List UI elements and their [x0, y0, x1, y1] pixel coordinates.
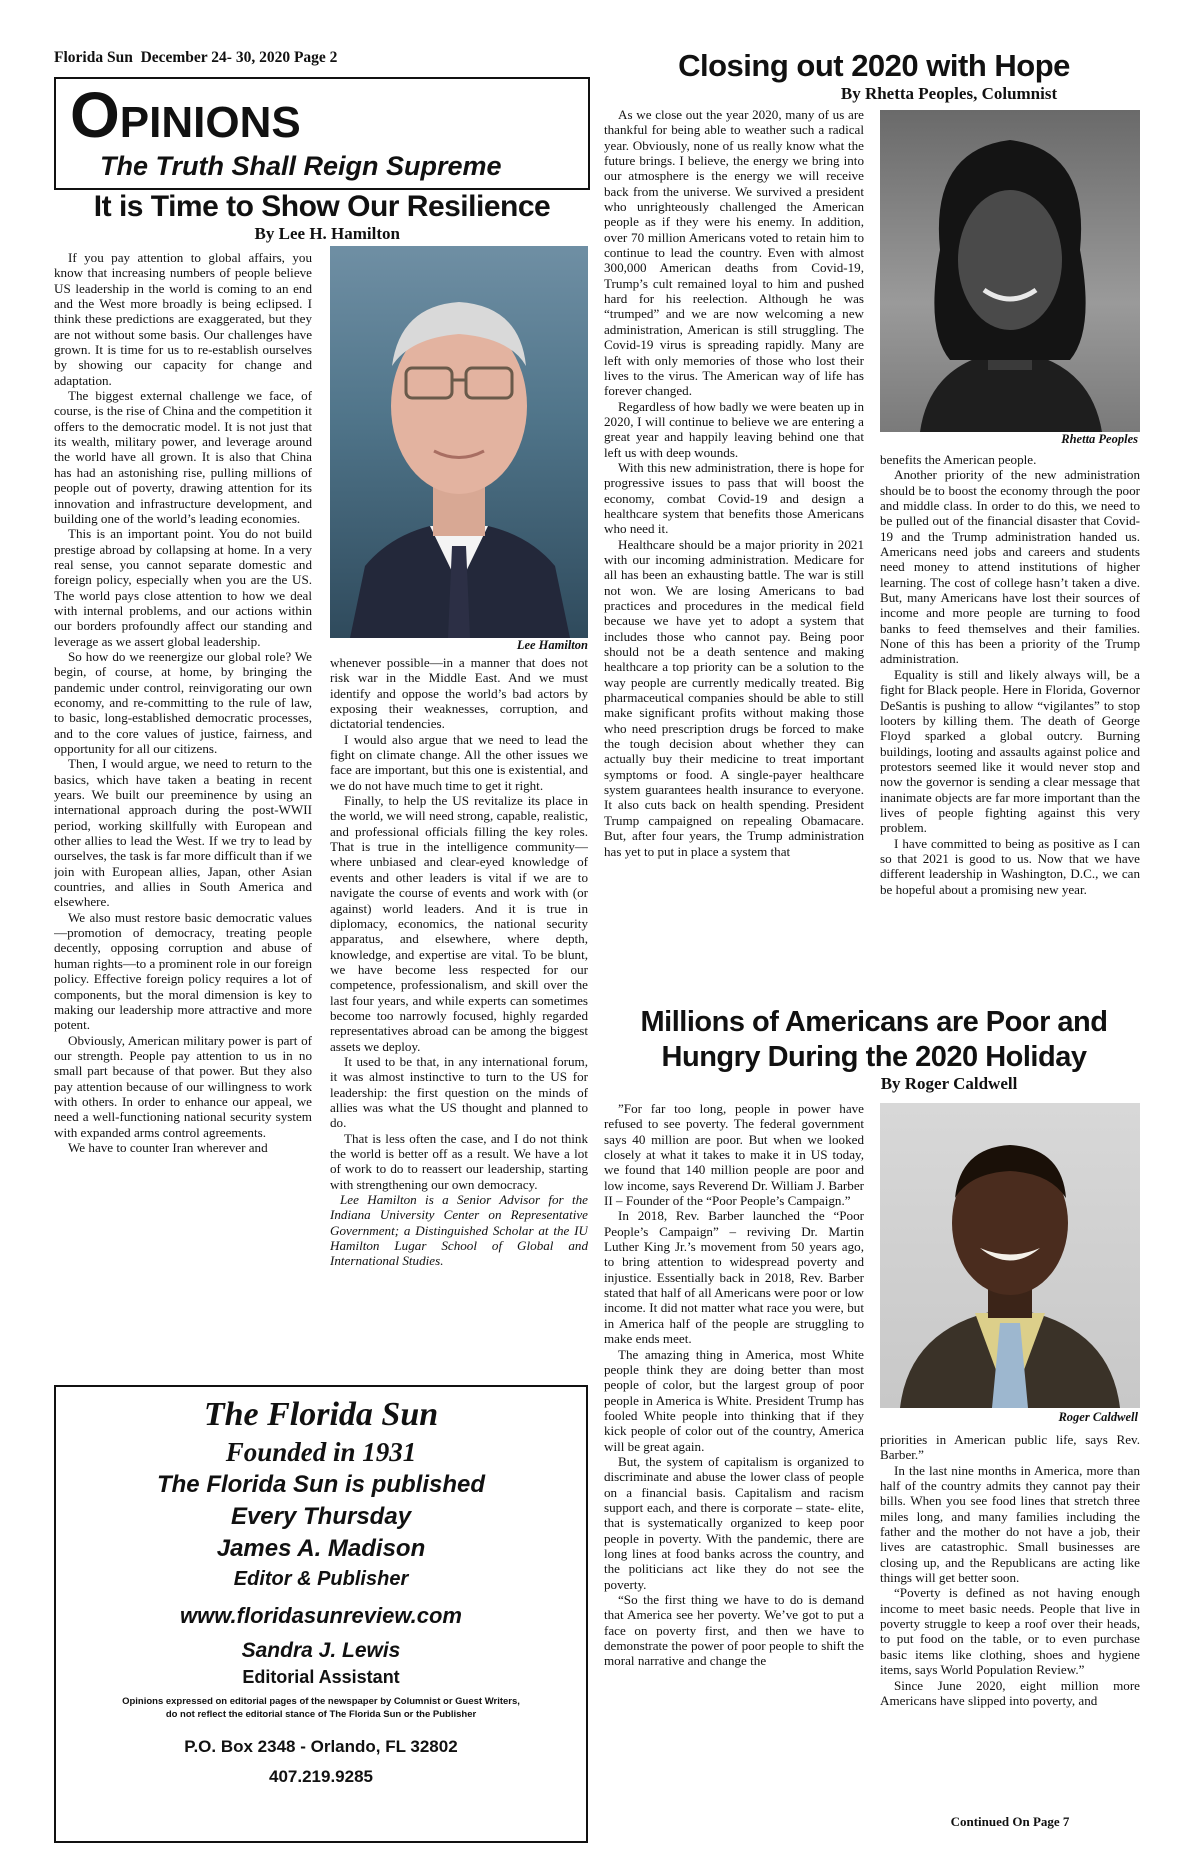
- address: P.O. Box 2348 - Orlando, FL 32802: [184, 1737, 458, 1756]
- paragraph: I would also argue that we need to lead the fight on climate change. All the other issues we face are important, but this one is existential, and we do not have much time to get it right.: [330, 731, 588, 793]
- website-link[interactable]: www.floridasunreview.com: [180, 1603, 462, 1628]
- published-line-1: The Florida Sun is published: [156, 1471, 486, 1498]
- assistant-title: Editorial Assistant: [242, 1667, 400, 1687]
- article3-headline: [604, 1005, 1144, 1075]
- opinions-box: [54, 77, 590, 190]
- paragraph: We have to counter Iran wherever and: [68, 1139, 268, 1155]
- florida-sun-box: [54, 1385, 588, 1843]
- article2-column-2: [880, 452, 1140, 1004]
- article2-column-1: [604, 107, 864, 1004]
- paragraph: whenever possible—in a manner that does not risk war in the Middle East. And we must identify and oppose the world’s bad actors by exposing their weaknesses, corruption, and dictatorial tendencies.: [330, 655, 588, 732]
- paragraph: Finally, to help the US revitalize its place in the world, we will need strong, capable, realistic, and professional officials filling the key roles. That is true in the intelligence community—where unbiased and clear-eyed knowledge of events and other leaders is vital if we are to navigate the course of events and work with (or against) world leaders. And it is true in diplomacy, economics, the national security apparatus, and elsewhere, where depth, knowledge, and expertise are vital. To be blunt, we have become less respected for our competence, professionalism, and skill over the last four years, and while experts can sometimes become too narrowly focused, highly regarded representatives abroad can be among the biggest assets we deploy.: [330, 793, 588, 1054]
- paragraph: Another priority of the new administration should be to boost the economy through the poor and middle class. In order to do this, we need to be pulled out of the financial disaster that Covid-19 and the Trump administration handed us. Americans need jobs and careers and students need money to attend institutions of higher learning. The cost of college hasn’t taken a dive. But, many Americans have lost their sources of income and more people are turning to food banks to feed themselves and their families. None of this has been a priority of the Trump administration.: [880, 467, 1140, 667]
- paragraph: That is less often the case, and I do not think the world is better off as a result. We have a lot of work to do to reassert our leadership, starting with strengthening our own democracy.: [330, 1130, 588, 1192]
- article1-headline: It is Time to Show Our Resilience: [93, 190, 551, 223]
- roger-caldwell-photo: [880, 1103, 1140, 1408]
- article3-headline-line-2: Hungry During the 2020 Holiday: [661, 1041, 1087, 1073]
- disclaimer-line-2: do not reflect the editorial stance of The Florida Sun or the Publisher: [165, 1709, 477, 1720]
- rhetta-peoples-photo: [880, 110, 1140, 432]
- article1-column-1: [54, 250, 312, 1374]
- paragraph: priorities in American public life, says Rev. Barber.”: [880, 1432, 1140, 1463]
- article1-byline: By Lee H. Hamilton: [254, 224, 400, 243]
- article3-byline: By Roger Caldwell: [880, 1074, 1018, 1093]
- paragraph: “So the first thing we have to do is demand that America see her poverty. We’ve got to put a face on poverty first, and then we have to demonstrate the power of poor people to shift the moral narrative and change the: [604, 1592, 864, 1669]
- paragraph: “Poverty is defined as not having enough income to meet basic needs. People that live in poverty struggle to keep a roof over their heads, to put food on the table, or to even purchase basic items like clothing, shoes and hygiene items, says World Population Review.”: [880, 1585, 1140, 1678]
- rhetta-peoples-caption: Rhetta Peoples: [1061, 432, 1138, 446]
- paragraph: We also must restore basic democratic values—promotion of democracy, treating people decently, opposing corruption and abuse of human rights—to a prominent role in our foreign policy. Effective foreign policy requires a lot of components, but the moral dimension is key to making our leadership more attractive and more potent.: [54, 909, 312, 1033]
- assistant-name: Sandra J. Lewis: [241, 1639, 401, 1662]
- lee-hamilton-caption: Lee Hamilton: [516, 638, 588, 652]
- paragraph: In the last nine months in America, more than half of the country admits they cannot pay their bills. When you see food lines that stretch three miles long, and many families including the father and the mother do not have a job, their lives are catastrophic. Small businesses are closing up, and the Republicans are acting like things will get better soon.: [880, 1462, 1140, 1586]
- paragraph: Healthcare should be a major priority in 2021 with our incoming administration. Medicare for all has been an exhausting battle. The war is still not won. We are losing Americans to bad practices and procedures in the medical field because we have yet to adopt a system that includes those who cannot pay. Being poor should not be a death sentence and making healthcare a top priority can be a solution to the way people are currently medically treated. Big pharmaceutical companies should be able to still make significant profits without making those who need prescription drugs be forced to make the tough decision about whether they can actually buy their medicine to treat important symptoms or food. A single-payer healthcare system guarantees health insurance to everyone. It also cuts back on health spending. President Trump campaigned on repealing Obamacare. But, after four years, the Trump administration has yet to put in place a system that: [604, 536, 864, 859]
- paragraph: Obviously, American military power is part of our strength. People pay attention to us in no small part because of that power. But they also pay attention because of our willingness to work with others. In order to enhance our appeal, we need a well-functioning national security system with expanded arms control agreements.: [54, 1032, 312, 1140]
- author-credit: Lee Hamilton is a Senior Advisor for the Indiana University Center on Representative Government; a Distinguished Scholar at the IU Hamilton Lugar School of Global and International Studies.: [330, 1192, 588, 1269]
- disclaimer-line-1: Opinions expressed on editorial pages of the newspaper by Columnist or Guest Writers,: [122, 1696, 520, 1707]
- paragraph: The amazing thing in America, most White people think they are doing better than most people of color, but the largest group of poor people in America is White. President Trump has fooled White people into thinking that if they kick people of color out of the country, America will be great again.: [604, 1346, 864, 1454]
- paragraph: Regardless of how badly we were beaten up in 2020, I will continue to believe we are entering a great year and happily leaving behind one that left us with deep wounds.: [604, 398, 864, 460]
- phone: 407.219.9285: [269, 1767, 373, 1786]
- paragraph: So how do we reenergize our global role? We begin, of course, at home, by bringing the pandemic under control, reinvigorating our own economy, and re-committing to the rule of law, to basic, long-established democratic processes, and to the core values of justice, fairness, and opportunity for all our citizens.: [54, 648, 312, 756]
- masthead: Florida Sun December 24- 30, 2020 Page 2: [54, 49, 338, 66]
- florida-sun-name: The Florida Sun: [203, 1396, 439, 1433]
- article2-byline: By Rhetta Peoples, Columnist: [840, 84, 1058, 103]
- paragraph: But, the system of capitalism is organized to discriminate and abuse the lower class of people on a financial basis. Capitalism and racism support each, and there is corporate – state- elite, that is systematically organized to keep poor people in poverty. With the pandemic, there are long lines at food banks across the country, and the politicians act like they do not see the poverty.: [604, 1453, 864, 1592]
- published-line-2: Every Thursday: [230, 1503, 412, 1530]
- paragraph: If you pay attention to global affairs, you know that increasing numbers of people believe US leadership in the world is coming to an end and the West more broadly is being eclipsed. I think these predictions are exaggerated, but they are not without some basis. Our challenges have grown. It is time for us to re-establish ourselves by showing our capacity for change and adaptation.: [54, 250, 312, 388]
- paragraph: Since June 2020, eight million more Americans have slipped into poverty, and: [880, 1677, 1140, 1708]
- article3-column-2: [880, 1432, 1140, 1814]
- paragraph: Equality is still and likely always will, be a fight for Black people. Here in Florida, Governor DeSantis is pushing to allow “vigilantes” to stop looters by killing them. The death of George Floyd sparked a global outcry. Burning buildings, looting and assaults against police and protestors seemed like it would never stop and now the governor is sending a clear message that inanimate objects are far more important than the lives of people fighting against this very problem.: [880, 666, 1140, 836]
- editor-title: Editor & Publisher: [233, 1568, 409, 1590]
- continued-on-page: Continued On Page 7: [950, 1814, 1070, 1829]
- lee-hamilton-photo: [330, 246, 588, 638]
- paragraph: With this new administration, there is hope for progressive issues to pass that will boost the economy, combat Covid-19 and design a healthcare system that benefits those Americans who need it.: [604, 459, 864, 537]
- paragraph: In 2018, Rev. Barber launched the “Poor People’s Campaign” – reviving Dr. Martin Luther King Jr.’s movement from 50 years ago, to bring attention to widespread poverty and injustice. Essentially back in 2018, Rev. Barber stated that half of all Americans were poor or low income. It did not matter what race you were, but in America half of the people are struggling to make ends meet.: [604, 1208, 864, 1347]
- paragraph: The biggest external challenge we face, of course, is the rise of China and the competition it offers to the democratic model. It is not just that its wealth, military power, and leverage around the world have all grown. It is also that China has had an astonishing rise, pulling millions of people out of poverty, drawing attention for its innovation and infrastructure development, and building one of the world’s leading economies.: [54, 388, 312, 526]
- paragraph: I have committed to being as positive as I can so that 2021 is good to us. Now that we have different leadership in Washington, D.C., we can be hopeful about a promising new year.: [880, 835, 1140, 897]
- editor-name: James A. Madison: [216, 1535, 426, 1562]
- paragraph: This is an important point. You do not build prestige abroad by collapsing at home. In a very real sense, you cannot separate domestic and foreign policy, especially when you are the US. The world pays close attention to how we deal with internal problems, and our actions within our borders profoundly affect our standing and leverage as we assert global leadership.: [54, 526, 312, 649]
- roger-caldwell-caption: Roger Caldwell: [1058, 1410, 1138, 1424]
- article2-headline: Closing out 2020 with Hope: [678, 48, 1070, 83]
- paragraph: It used to be that, in any international forum, it was almost instinctive to turn to the US for leadership: the first question on the minds of allies was what the US thought and planned to do.: [330, 1053, 588, 1131]
- article3-headline-line-1: Millions of Americans are Poor and: [640, 1006, 1108, 1038]
- article3-column-1: [604, 1101, 864, 1829]
- paragraph: Then, I would argue, we need to return to the basics, which have taken a beating in recent years. We built our preeminence by using an international approach during the post-WWII period, working skillfully with European and other allies to lead the West. If we try to lead by ourselves, the task is far more difficult than if we join with European allies, Japan, other Asian countries, and allies in South America and elsewhere.: [54, 756, 312, 910]
- paragraph: As we close out the year 2020, many of us are thankful for being able to weather such a radical year. Obviously, none of us really know what the future brings. I believe, the energy we bring into our atmosphere is the energy we will receive back from the universe. We survived a president who unrighteously challenged the American people as if they were his enemy. In addition, over 70 million Americans voted to retain him to continue to lead the country. Even with almost 300,000 American deaths from Covid-19, Trump’s cult remained loyal to him and pushed hard for his reelection. Although he was “trumped” and we are now welcoming a new administration, American is still struggling. The Covid-19 virus is spreading rapidly. Many are left with only memories of those who lost their lives to the virus. The American way of life has forever changed.: [604, 107, 864, 399]
- paragraph: ”For far too long, people in power have refused to see poverty. The federal government says 40 million are poor. But when we looked closely at what it takes to make it in US today, we found that 140 million people are poor and low income, says Reverend Dr. William J. Barber II – Founder of the “Poor People’s Campaign.”: [604, 1101, 864, 1209]
- paragraph: benefits the American people.: [880, 452, 1037, 467]
- opinions-tagline: The Truth Shall Reign Supreme: [100, 151, 502, 181]
- article1-column-2: [330, 655, 588, 1377]
- founded-line: Founded in 1931: [225, 1437, 417, 1467]
- opinions-title: OPINIONS: [70, 79, 301, 151]
